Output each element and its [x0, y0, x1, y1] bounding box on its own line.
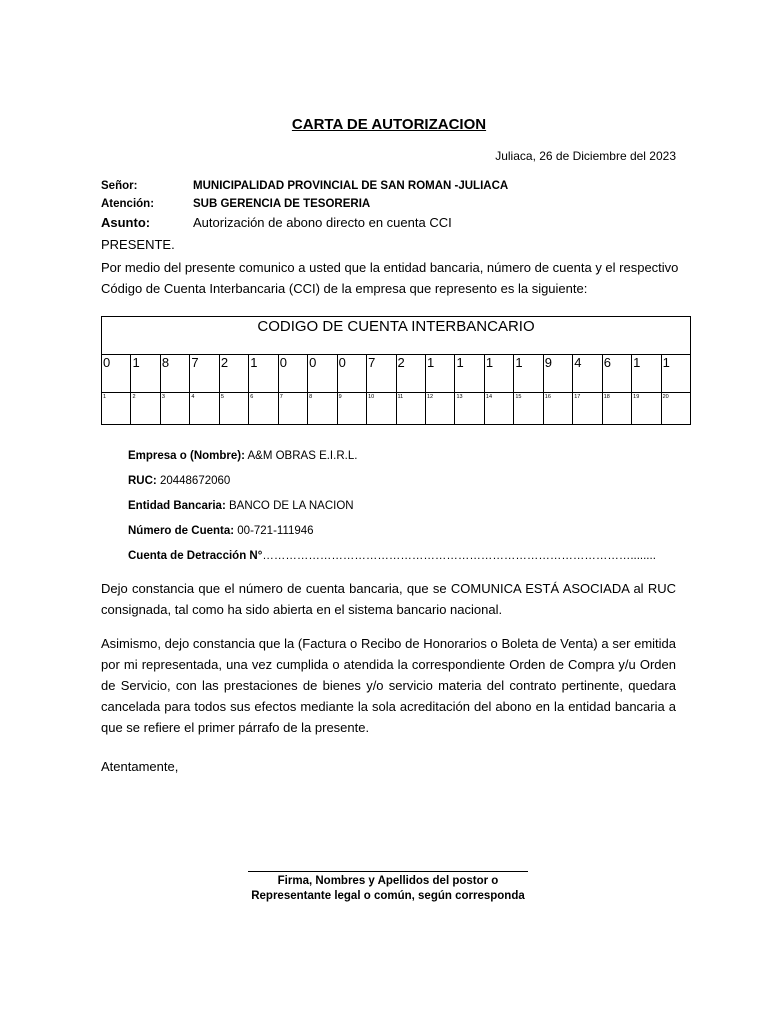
cci-index-cell [160, 393, 189, 424]
cci-digit-cell [631, 355, 660, 392]
detraccion-line [128, 550, 656, 562]
cci-index-number: 11 [397, 394, 404, 400]
ruc-line [128, 475, 230, 487]
cci-index-cell [543, 393, 572, 424]
atencion-value: SUB GERENCIA DE TESORERIA [193, 198, 371, 210]
cci-index-number: 14 [485, 394, 493, 400]
cci-index-cell [102, 393, 130, 424]
asunto-label: Asunto: [101, 215, 151, 230]
cci-table [101, 316, 691, 425]
cci-digit-cell [248, 355, 277, 392]
empresa-line [128, 450, 357, 462]
entidad-value: BANCO DE LA NACION [225, 500, 354, 512]
asunto-value: Autorización de abono directo en cuenta CCI [193, 215, 452, 230]
cci-digit: 0 [103, 355, 111, 370]
constancia-paragraph: Dejo constancia que el número de cuenta bancaria, que se COMUNICA ESTÁ ASOCIADA al RUC consignada, tal como ha sido abierta en el sistema bancario nacional. [101, 581, 676, 617]
detraccion-value: ……………………………………………………………………………………........ [262, 550, 656, 562]
cci-index-cell [396, 393, 425, 424]
empresa-value: A&M OBRAS E.I.R.L. [244, 450, 358, 462]
cci-digit: 1 [250, 355, 258, 370]
cci-index-number: 6 [250, 394, 254, 400]
cci-digit-cell [366, 355, 395, 392]
cci-digit-cell [484, 355, 513, 392]
signature-line [248, 871, 528, 872]
cci-digit: 8 [161, 355, 170, 370]
cci-digit: 7 [191, 355, 199, 370]
cci-index-cell [307, 393, 336, 424]
cci-digit-cell [454, 355, 483, 392]
empresa-label: Empresa o (Nombre): [128, 450, 245, 462]
cci-index-number: 13 [456, 394, 463, 400]
intro-paragraph: Por medio del presente comunico a usted que la entidad bancaria, número de cuenta y el respectivo Código de Cuenta Interbancaria (CCI) de la empresa que represento es la siguiente: [101, 260, 679, 296]
cci-digit: 9 [544, 355, 553, 370]
cci-digit: 1 [662, 355, 670, 370]
cci-digit: 1 [515, 355, 523, 370]
cci-index-cell [572, 393, 601, 424]
cci-index-number: 9 [338, 394, 342, 400]
cci-index-number: 12 [426, 394, 434, 400]
cci-digit: 7 [368, 355, 376, 370]
cuenta-value: 00-721-111946 [234, 525, 314, 537]
cci-digit-cell [130, 355, 159, 392]
document-title: CARTA DE AUTORIZACION [291, 116, 487, 133]
cci-index-row [102, 393, 690, 424]
cci-digit-cell [189, 355, 218, 392]
cuenta-label: Número de Cuenta: [128, 525, 235, 537]
cci-index-number: 8 [309, 394, 313, 400]
cci-index-number: 4 [191, 394, 195, 400]
asimismo-paragraph: Asimismo, dejo constancia que la (Factura o Recibo de Honorarios o Boleta de Venta) a ser emitida por mi representada, una vez cumplida o atendida la correspondiente Orden de Compra y/u Orden de Servicio, con las prestaciones de bienes y/o servicio materia del contrato pertinente, quedara cancelada para todos sus efectos mediante la sola acreditación del abono en la entidad bancaria a que se refiere el primer párrafo de la presente. [101, 636, 676, 735]
cci-index-number: 1 [103, 394, 107, 400]
cci-digit: 0 [338, 355, 346, 370]
cci-digit: 1 [633, 355, 641, 370]
senor-label: Señor: [101, 180, 138, 192]
signature-block [228, 874, 548, 904]
cci-index-cell [425, 393, 454, 424]
cci-digit-cell [337, 355, 366, 392]
cci-index-number: 19 [633, 394, 640, 400]
detraccion-label: Cuenta de Detracción N° [128, 550, 263, 562]
closing-text: Atentamente, [101, 759, 179, 774]
cci-digit: 2 [397, 355, 405, 370]
signature-line-1: Firma, Nombres y Apellidos del postor o [277, 875, 499, 887]
cuenta-line [128, 525, 314, 537]
presente-text: PRESENTE. [101, 237, 175, 252]
signature-line-2: Representante legal o común, según corresponda [251, 890, 525, 902]
cci-index-number: 20 [662, 394, 669, 400]
cci-index-cell [337, 393, 366, 424]
entidad-label: Entidad Bancaria: [128, 500, 226, 512]
cci-index-number: 17 [574, 394, 581, 400]
cci-index-cell [661, 393, 690, 424]
cci-index-number: 2 [132, 394, 136, 400]
cci-digit-cell [102, 355, 130, 392]
cci-digit: 1 [132, 355, 140, 370]
cci-index-cell [602, 393, 631, 424]
senor-value: MUNICIPALIDAD PROVINCIAL DE SAN ROMAN -JULIACA [193, 180, 509, 192]
cci-index-cell [484, 393, 513, 424]
cci-digit-cell [661, 355, 690, 392]
cci-digit: 0 [309, 355, 317, 370]
cci-digit: 0 [279, 355, 287, 370]
entidad-line [128, 500, 354, 512]
cci-digit-cell [513, 355, 542, 392]
cci-digit: 1 [456, 355, 464, 370]
cci-digit: 1 [485, 355, 494, 370]
cci-digit: 2 [220, 355, 229, 370]
cci-digit: 4 [574, 355, 582, 370]
cci-digit-cell [160, 355, 189, 392]
cci-index-number: 7 [279, 394, 283, 400]
cci-index-cell [513, 393, 542, 424]
cci-index-cell [130, 393, 159, 424]
cci-index-number: 5 [220, 394, 224, 400]
cci-digit-cell [278, 355, 307, 392]
cci-index-cell [189, 393, 218, 424]
cci-title: CODIGO DE CUENTA INTERBANCARIO [102, 317, 690, 355]
cci-index-cell [366, 393, 395, 424]
cci-index-cell [631, 393, 660, 424]
cci-digits-row [102, 355, 690, 393]
cci-digit-cell [602, 355, 631, 392]
cci-index-number: 15 [515, 394, 522, 400]
cci-digit-cell [543, 355, 572, 392]
cci-index-number: 16 [544, 394, 551, 400]
cci-index-cell [278, 393, 307, 424]
cci-index-cell [248, 393, 277, 424]
cci-index-number: 10 [368, 394, 375, 400]
cci-digit: 1 [426, 355, 435, 370]
cci-digit-cell [219, 355, 248, 392]
atencion-label: Atención: [101, 198, 155, 210]
ruc-value: 20448672060 [156, 475, 231, 487]
ruc-label: RUC: [128, 475, 157, 487]
document-date: Juliaca, 26 de Diciembre del 2023 [495, 149, 676, 163]
cci-index-cell [454, 393, 483, 424]
cci-digit: 6 [603, 355, 611, 370]
cci-index-number: 3 [161, 394, 165, 400]
cci-digit-cell [572, 355, 601, 392]
cci-index-number: 18 [603, 394, 610, 400]
cci-digit-cell [425, 355, 454, 392]
cci-digit-cell [396, 355, 425, 392]
cci-digit-cell [307, 355, 336, 392]
cci-index-cell [219, 393, 248, 424]
